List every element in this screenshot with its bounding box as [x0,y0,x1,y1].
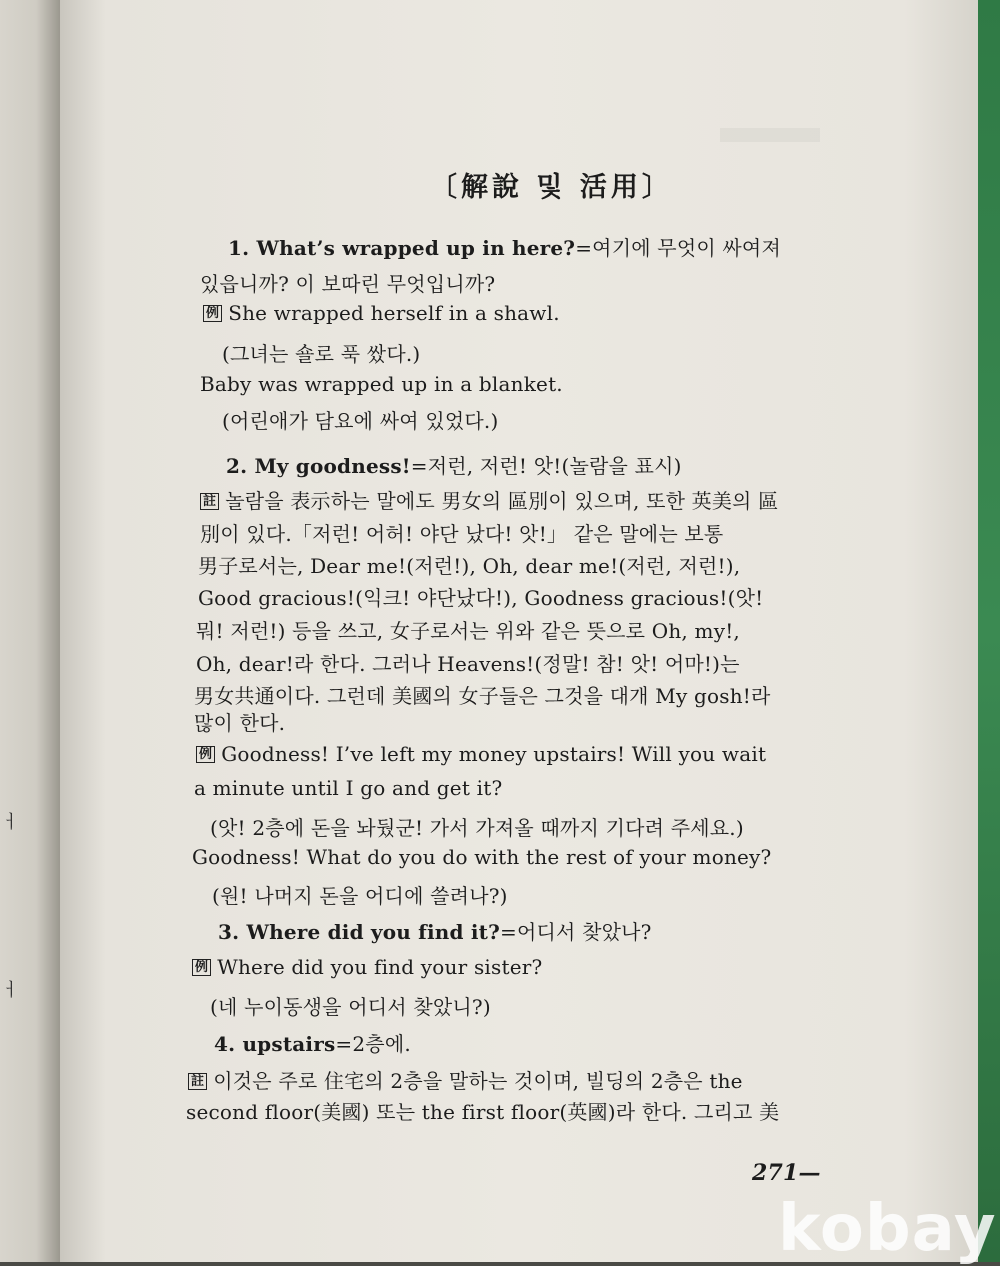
section-heading: 〔解說 및 活用〕 [430,172,673,203]
text-line [218,916,652,945]
item-meaning: =어디서 찾았나? [500,920,652,944]
text-line [226,450,682,479]
note-text: Good gracious!(익크! 야단났다!), Goodness gracious!(앗! [198,586,764,610]
example-text: Goodness! What do you do with the rest of your money? [192,845,772,869]
note-text: 男子로서는, Dear me!(저런!), Oh, dear me!(저런, 저런!), [198,554,741,578]
example-marker: 例 [192,959,211,976]
item-title: 3. Where did you find it? [218,920,501,944]
left-margin-mark: ㅓ [2,980,20,1001]
note-text: 뭐! 저런!) 등을 쓰고, 女子로서는 위와 같은 뜻으로 Oh, my!, [196,619,740,643]
item-meaning: =저런, 저런! 앗!(놀람을 표시) [410,454,682,478]
translation-line: (네 누이동생을 어디서 찾았니?) [210,995,491,1019]
left-margin-mark: ㅓ [2,812,20,833]
note-text: 놀람을 表示하는 말에도 男女의 區別이 있으며, 또한 英美의 區 [225,489,779,513]
note-text: 男女共通이다. 그런데 美國의 女子들은 그것을 대개 My gosh!라 [194,684,771,708]
example-text: a minute until I go and get it? [194,776,503,800]
example-marker: 例 [196,746,215,763]
example-text: She wrapped herself in a shawl. [228,301,560,325]
note-marker: 註 [200,493,219,510]
item-meaning: =2층에. [335,1032,411,1056]
note-text: 別이 있다.「저런! 어허! 야단 났다! 앗!」 같은 말에는 보통 [200,522,724,546]
text-line: 있읍니까? 이 보따린 무엇입니까? [200,272,496,296]
note-text: 많이 한다. [194,711,286,735]
note-line [188,1065,743,1094]
item-meaning: =여기에 무엇이 싸여져 [575,236,781,260]
example-text: Where did you find your sister? [217,955,543,979]
note-text: second floor(美國) 또는 the first floor(英國)라 한다. 그리고 美 [186,1100,780,1124]
note-line [200,485,778,514]
text-line [228,232,781,261]
example-marker: 例 [203,305,222,322]
text-line [214,1028,411,1057]
translation-line: (원! 나머지 돈을 어디에 쓸려나?) [212,884,508,908]
example-line [203,301,560,325]
item-title: 1. What’s wrapped up in here? [228,236,576,260]
watermark-logo: kobay [778,1192,997,1266]
example-line [196,742,766,766]
bleed-through [720,128,820,142]
translation-line: (어린애가 담요에 싸여 있었다.) [222,409,499,433]
example-text: Baby was wrapped up in a blanket. [200,372,563,396]
item-title: 4. upstairs [214,1032,336,1056]
translation-line: (그녀는 숄로 푹 쌌다.) [222,342,421,366]
item-title: 2. My goodness! [226,454,411,478]
example-text: Goodness! I’ve left my money upstairs! Will you wait [221,742,767,766]
note-text: Oh, dear!라 한다. 그러나 Heavens!(정말! 참! 앗! 어마!)는 [196,652,740,676]
note-text: 이것은 주로 住宅의 2층을 말하는 것이며, 빌딩의 2층은 the [213,1069,743,1093]
note-marker: 註 [188,1073,207,1090]
example-line [192,955,542,979]
background-edge [978,0,1000,1262]
left-page-edge [0,0,60,1262]
page-number: 271— [752,1160,821,1186]
translation-line: (앗! 2층에 돈을 놔뒀군! 가서 가져올 때까지 기다려 주세요.) [210,816,744,840]
